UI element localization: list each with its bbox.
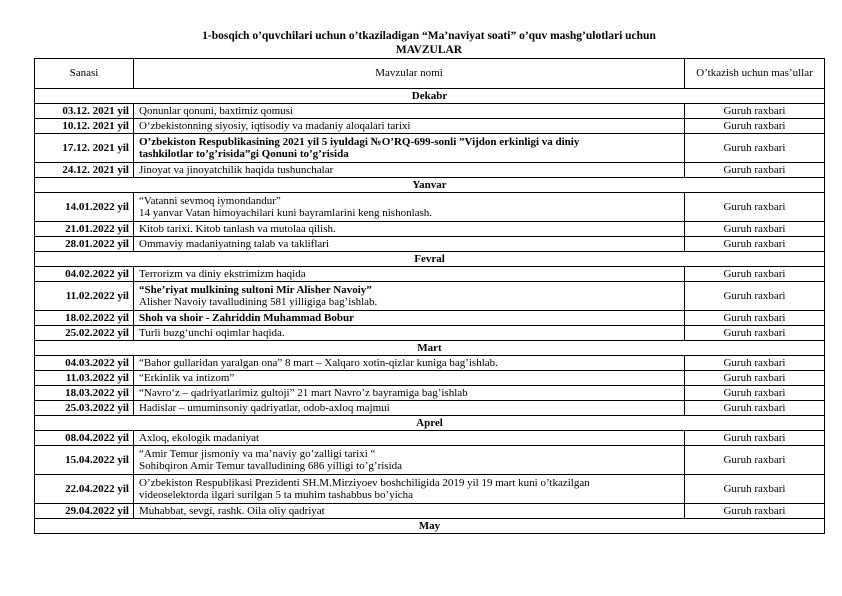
row-date: 15.04.2022 yil — [35, 446, 134, 475]
row-responsible: Guruh raxbari — [685, 193, 825, 222]
row-responsible: Guruh raxbari — [685, 326, 825, 341]
row-responsible: Guruh raxbari — [685, 356, 825, 371]
row-date: 10.12. 2021 yil — [35, 119, 134, 134]
table-row — [35, 104, 825, 119]
row-topic: Qonunlar qonuni, baxtimiz qomusi — [134, 104, 685, 119]
month-label: Dekabr — [35, 89, 825, 104]
row-date: 17.12. 2021 yil — [35, 134, 134, 163]
row-date: 28.01.2022 yil — [35, 237, 134, 252]
month-row — [35, 178, 825, 193]
row-date: 04.03.2022 yil — [35, 356, 134, 371]
row-topic: Hadislar – umuminsoniy qadriyatlar, odob-axloq majmui — [134, 401, 685, 416]
table-row — [35, 222, 825, 237]
row-responsible: Guruh raxbari — [685, 163, 825, 178]
row-responsible: Guruh raxbari — [685, 104, 825, 119]
table-row — [35, 386, 825, 401]
row-topic: Turli buzg‘unchi oqimlar haqida. — [134, 326, 685, 341]
row-date: 29.04.2022 yil — [35, 504, 134, 519]
row-date: 08.04.2022 yil — [35, 431, 134, 446]
row-topic: O‘zbekistonning siyosiy, iqtisodiy va madaniy aloqalari tarixi — [134, 119, 685, 134]
document-subtitle: MAVZULAR — [395, 44, 463, 56]
table-row — [35, 371, 825, 386]
row-topic: Kitob tarixi. Kitob tanlash va mutolaa qilish. — [134, 222, 685, 237]
row-date: 25.02.2022 yil — [35, 326, 134, 341]
header-date: Sanasi — [35, 59, 134, 89]
table-row — [35, 446, 825, 475]
row-responsible: Guruh raxbari — [685, 475, 825, 504]
row-responsible: Guruh raxbari — [685, 311, 825, 326]
row-topic: Jinoyat va jinoyatchilik haqida tushunchalar — [134, 163, 685, 178]
row-topic: O’zbekiston Respublikasining 2021 yil 5 iyuldagi №O’RQ-699-sonli ”Vijdon erkinligi va diniy tashkilotlar to’g’risida”gi Qonuni to’g’risida — [134, 134, 685, 163]
row-topic: “Vatanni sevmoq iymondandur” 14 yanvar Vatan himoyachilari kuni bayramlarini keng nishonlash. — [134, 193, 685, 222]
table-row — [35, 282, 825, 311]
table-row — [35, 134, 825, 163]
month-row — [35, 519, 825, 534]
row-date: 18.03.2022 yil — [35, 386, 134, 401]
month-label: Mart — [35, 341, 825, 356]
row-topic: Shoh va shoir - Zahriddin Muhammad Bobur — [134, 311, 685, 326]
row-responsible: Guruh raxbari — [685, 267, 825, 282]
row-date: 22.04.2022 yil — [35, 475, 134, 504]
row-topic: Axloq, ekologik madaniyat — [134, 431, 685, 446]
document-title: 1-bosqich o’quvchilari uchun o’tkaziladigan “Ma’naviyat soati” o’quv mashg’ulotlari uchun — [202, 30, 656, 42]
table-row — [35, 119, 825, 134]
month-label: Aprel — [35, 416, 825, 431]
row-date: 24.12. 2021 yil — [35, 163, 134, 178]
row-topic: “Navro‘z – qadriyatlarimiz gultoji” 21 mart Navro’z bayramiga bag’ishlab — [134, 386, 685, 401]
table-row — [35, 267, 825, 282]
table-row — [35, 504, 825, 519]
month-label: Fevral — [35, 252, 825, 267]
row-responsible: Guruh raxbari — [685, 401, 825, 416]
row-date: 03.12. 2021 yil — [35, 104, 134, 119]
row-date: 11.03.2022 yil — [35, 371, 134, 386]
row-responsible: Guruh raxbari — [685, 446, 825, 475]
row-topic: “She’riyat mulkining sultoni Mir Alisher Navoiy” Alisher Navoiy tavalludining 581 yilligiga bag’ishlab. — [134, 282, 685, 311]
table-row — [35, 401, 825, 416]
table-row — [35, 326, 825, 341]
table-row — [35, 311, 825, 326]
month-row — [35, 89, 825, 104]
row-responsible: Guruh raxbari — [685, 431, 825, 446]
row-topic: “Erkinlik va intizom” — [134, 371, 685, 386]
month-row — [35, 341, 825, 356]
month-row — [35, 252, 825, 267]
row-date: 14.01.2022 yil — [35, 193, 134, 222]
header-topic: Mavzular nomi — [134, 59, 685, 89]
row-responsible: Guruh raxbari — [685, 222, 825, 237]
row-topic: Muhabbat, sevgi, rashk. Oila oliy qadriyat — [134, 504, 685, 519]
row-date: 04.02.2022 yil — [35, 267, 134, 282]
row-topic: Terrorizm va diniy ekstrimizm haqida — [134, 267, 685, 282]
topics-table — [34, 58, 825, 534]
month-row — [35, 416, 825, 431]
header-responsible: O’tkazish uchun mas’ullar — [685, 59, 825, 89]
table-row — [35, 193, 825, 222]
row-topic: Ommaviy madaniyatning talab va takliflari — [134, 237, 685, 252]
table-header-row — [35, 59, 825, 89]
row-topic: O’zbekiston Respublikasi Prezidenti SH.M.Mirziyoev boshchiligida 2019 yil 19 mart kuni o’tkazilgan videoselektorda ilgari surilgan 5 ta muhim tashabbus bo’yicha — [134, 475, 685, 504]
row-date: 11.02.2022 yil — [35, 282, 134, 311]
table-row — [35, 163, 825, 178]
row-responsible: Guruh raxbari — [685, 282, 825, 311]
row-responsible: Guruh raxbari — [685, 119, 825, 134]
row-responsible: Guruh raxbari — [685, 504, 825, 519]
table-row — [35, 237, 825, 252]
table-row — [35, 431, 825, 446]
row-date: 18.02.2022 yil — [35, 311, 134, 326]
table-row — [35, 475, 825, 504]
row-responsible: Guruh raxbari — [685, 386, 825, 401]
row-responsible: Guruh raxbari — [685, 371, 825, 386]
row-responsible: Guruh raxbari — [685, 134, 825, 163]
table-row — [35, 356, 825, 371]
row-topic: “Bahor gullaridan yaralgan ona” 8 mart – Xalqaro xotin-qizlar kuniga bag’ishlab. — [134, 356, 685, 371]
row-topic: “Amir Temur jismoniy va ma’naviy go’zalligi tarixi “ Sohibqiron Amir Temur tavalludining 686 yilligi to’g’risida — [134, 446, 685, 475]
row-date: 25.03.2022 yil — [35, 401, 134, 416]
month-label: Yanvar — [35, 178, 825, 193]
row-date: 21.01.2022 yil — [35, 222, 134, 237]
row-responsible: Guruh raxbari — [685, 237, 825, 252]
month-label: May — [35, 519, 825, 534]
